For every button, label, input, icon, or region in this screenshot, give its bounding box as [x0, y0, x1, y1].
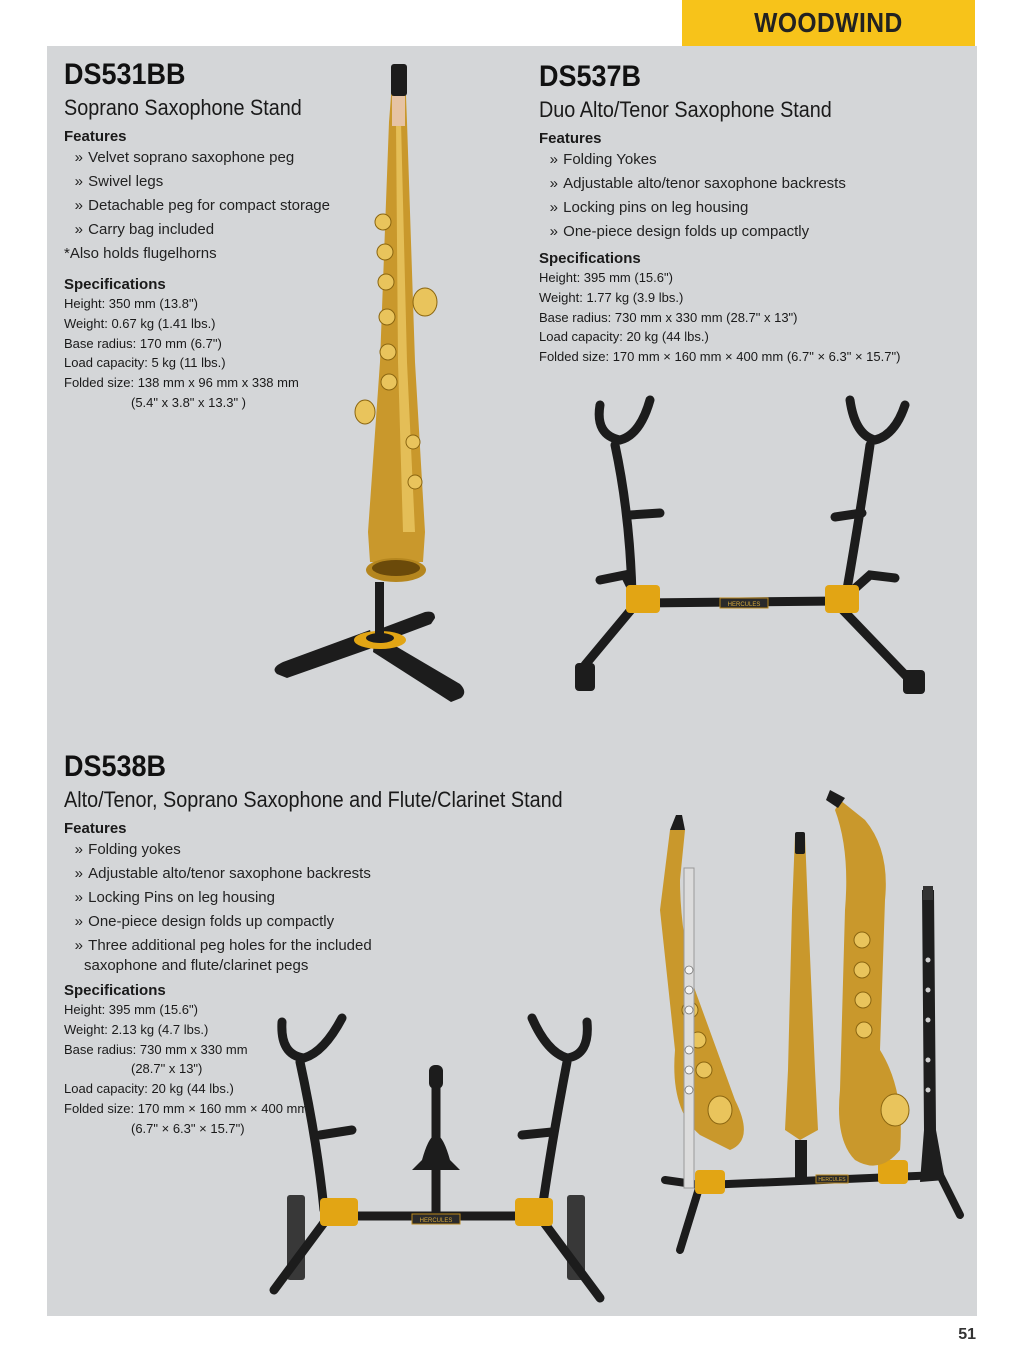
spec-line: Weight: 0.67 kg (1.41 lbs.) — [64, 315, 216, 331]
category-tab — [682, 0, 975, 46]
bullet-icon: » — [74, 221, 83, 238]
bullet-icon: » — [74, 889, 83, 906]
feature-item: » Locking Pins on leg housing — [64, 886, 618, 910]
page-number: 51 — [958, 1326, 976, 1343]
multi-stand-instruments-image — [640, 790, 962, 1260]
features-heading: Features — [64, 820, 127, 837]
spec-line: Base radius: 730 mm x 330 mm — [64, 1041, 248, 1057]
spec-line: Folded size: 170 mm × 160 mm × 400 mm (6.7" × 6.3" × 15.7") — [539, 349, 901, 365]
spec-line: Folded size: 170 mm × 160 mm × 400 mm — [64, 1100, 309, 1116]
spec-line: (28.7" x 13") — [131, 1061, 203, 1077]
bullet-icon: » — [74, 937, 83, 954]
spec-line: Base radius: 170 mm (6.7") — [64, 335, 222, 351]
spec-line: (5.4" x 3.8" x 13.3" ) — [131, 394, 247, 410]
product-name: Duo Alto/Tenor Saxophone Stand — [539, 97, 832, 122]
spec-line: (6.7" × 6.3" × 15.7") — [131, 1120, 245, 1136]
feature-item: » Adjustable alto/tenor saxophone backrests — [64, 862, 618, 886]
feature-item: » Carry bag included — [64, 218, 330, 242]
spec-line: Load capacity: 5 kg (11 lbs.) — [64, 355, 226, 371]
feature-item: » Folding yokes — [64, 838, 618, 862]
spec-line: Height: 350 mm (13.8") — [64, 296, 198, 311]
bullet-icon: » — [74, 173, 83, 190]
feature-item: » Three additional peg holes for the included — [64, 934, 618, 956]
spec-line: Folded size: 138 mm x 96 mm x 338 mm — [64, 375, 299, 391]
brand-label: HERCULES — [818, 1177, 846, 1183]
feature-item: » Swivel legs — [64, 170, 330, 194]
feature-item: » One-piece design folds up compactly — [64, 910, 618, 934]
feature-item: » Detachable peg for compact storage — [64, 194, 330, 218]
bullet-icon: » — [549, 199, 558, 216]
bullet-icon: » — [549, 175, 558, 192]
product-model: DS538B — [64, 750, 167, 783]
spec-line: Base radius: 730 mm x 330 mm (28.7" x 13") — [539, 309, 798, 325]
feature-item: » Locking pins on leg housing — [539, 196, 900, 220]
specs-heading: Specifications — [64, 276, 166, 293]
category-tab-label: WOODWIND — [754, 7, 903, 38]
bullet-icon: » — [74, 913, 83, 930]
multi-stand-image — [262, 1010, 617, 1310]
bullet-icon: » — [74, 865, 83, 882]
features-heading: Features — [64, 128, 127, 145]
feature-item: » Adjustable alto/tenor saxophone backrests — [539, 172, 900, 196]
specs-heading: Specifications — [539, 250, 641, 267]
product-model: DS537B — [539, 60, 642, 93]
spec-line: Load capacity: 20 kg (44 lbs.) — [64, 1081, 234, 1097]
brand-label: HERCULES — [419, 1218, 453, 1224]
bullet-icon: » — [74, 197, 83, 214]
product-name: Alto/Tenor, Soprano Saxophone and Flute/Clarinet Stand — [64, 787, 563, 812]
bullet-icon: » — [549, 151, 558, 168]
bullet-icon: » — [74, 149, 83, 166]
spec-line: Height: 395 mm (15.6") — [64, 1002, 198, 1017]
features-heading: Features — [539, 130, 602, 147]
product-name: Soprano Saxophone Stand — [64, 95, 302, 120]
feature-item: » Folding Yokes — [539, 148, 900, 172]
spec-line: Weight: 1.77 kg (3.9 lbs.) — [539, 289, 684, 305]
bullet-icon: » — [549, 223, 558, 240]
feature-item-continued: saxophone and flute/clarinet pegs — [84, 957, 309, 974]
spec-line: Weight: 2.13 kg (4.7 lbs.) — [64, 1021, 209, 1037]
feature-item: » Velvet soprano saxophone peg — [64, 146, 330, 170]
product-note: *Also holds flugelhorns — [64, 245, 217, 262]
bullet-icon: » — [74, 841, 83, 858]
soprano-stand-image — [265, 62, 475, 707]
spec-line: Height: 395 mm (15.6") — [539, 270, 673, 285]
spec-line: Load capacity: 20 kg (44 lbs.) — [539, 329, 709, 345]
product-model: DS531BB — [64, 58, 186, 91]
specs-heading: Specifications — [64, 982, 166, 999]
duo-stand-image — [570, 395, 932, 695]
brand-label: HERCULES — [727, 602, 761, 608]
feature-item: » One-piece design folds up compactly — [539, 220, 900, 244]
product-ds537b — [539, 60, 900, 367]
